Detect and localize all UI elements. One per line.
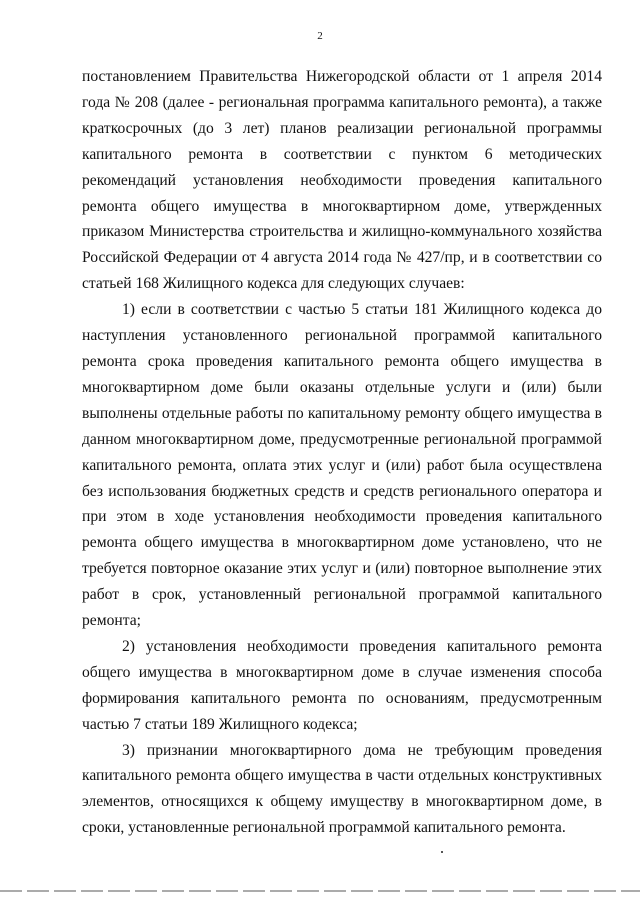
- paragraph-continuation: постановлением Правительства Нижегородской области от 1 апреля 2014 года № 208 (далее - региональная программа капитального ремонта), а также краткосрочных (до 3 лет) планов реализации региональной программы капитального ремонта в соответствии с пунктом 6 методических рекомендаций установления необходимости проведения капитального ремонта общего имущества в многоквартирном доме, утвержденных приказом Министерства строительства и жилищно-коммунального хозяйства Российской Федерации от 4 августа 2014 года № 427/пр, и в соответствии со статьей 168 Жилищного кодекса для следующих случаев:: [82, 68, 602, 293]
- paragraph-item-3: 3) признании многоквартирного дома не требующим проведения капитального ремонта общего имущества в части отдельных конструктивных элементов, относящихся к общему имуществу в многоквартирном доме, в сроки, установленные региональной программой капитального ремонта.: [82, 741, 602, 837]
- document-body: [82, 64, 602, 841]
- scan-speck: [441, 851, 443, 853]
- scan-bottom-edge: [0, 890, 640, 892]
- paragraph-item-1: 1) если в соответствии с частью 5 статьи 181 Жилищного кодекса до наступления установленного региональной программой капитального ремонта срока проведения капитального ремонта общего имущества в многоквартирном доме были оказаны отдельные услуги и (или) были выполнены отдельные работы по капитальному ремонту общего имущества в данном многоквартирном доме, предусмотренные региональной программой капитального ремонта, оплата этих услуг и (или) работ была осуществлена без использования бюджетных средств и средств регионального оператора и при этом в ходе установления необходимости проведения капитального ремонта общего имущества в многоквартирном доме установлено, что не требуется повторное оказание этих услуг и (или) повторное выполнение этих работ в срок, установленный региональной программой капитального ремонта;: [82, 301, 602, 630]
- page-number: 2: [317, 30, 323, 42]
- paragraph-item-2: 2) установления необходимости проведения капитального ремонта общего имущества в многоквартирном доме в случае изменения способа формирования капитального ремонта по основаниям, предусмотренным частью 7 статьи 189 Жилищного кодекса;: [82, 637, 602, 733]
